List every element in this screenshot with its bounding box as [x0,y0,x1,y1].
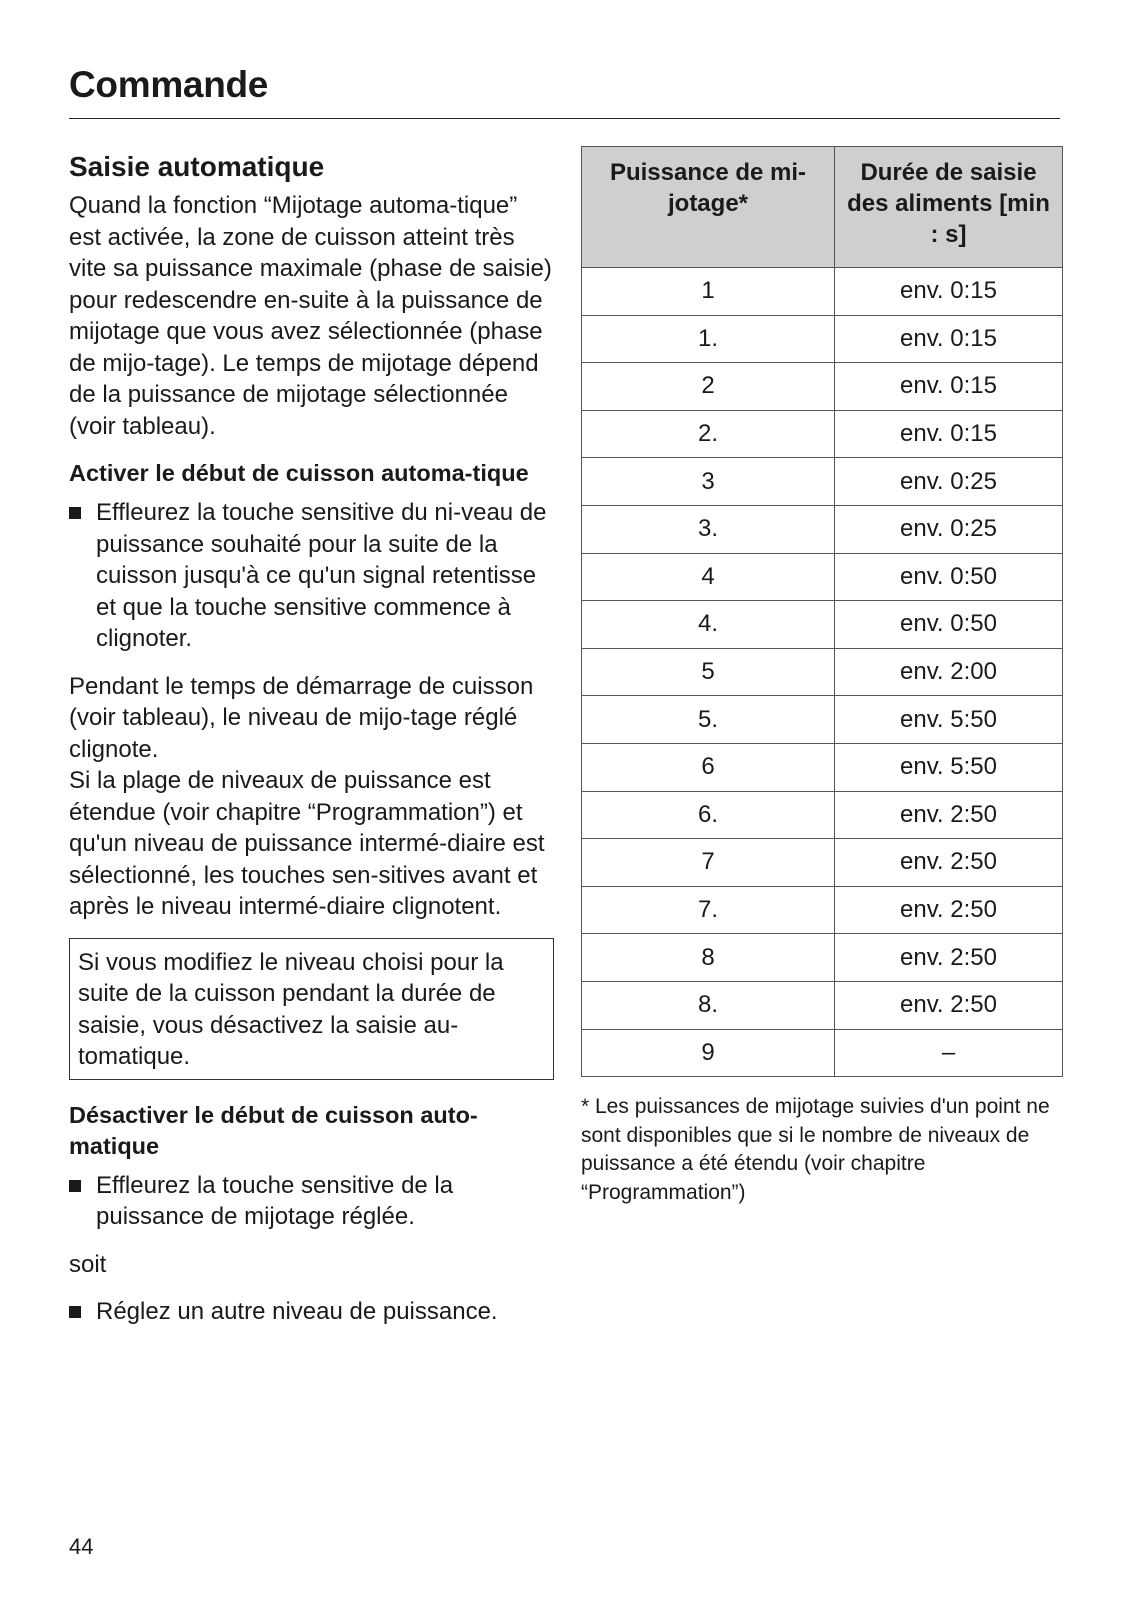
intro-paragraph: Quand la fonction “Mijotage automa-tique” est activée, la zone de cuisson atteint très vite sa puissance maximale (phase de saisie) pour redescendre en-suite à la puissance de mijotage que vous avez sélectionnée (phase de mijo-tage). Le temps de mijotage dépend de la puissance de mijotage sélectionnée (voir tableau). [69,192,552,440]
activate-step-text: Effleurez la touche sensitive du ni-veau de puissance souhaité pour la suite de la cuisson jusqu'à ce qu'un signal retentisse et que la touche sensitive commence à clignoter. [96,499,547,652]
chapter-title: Commande [69,64,269,105]
cell-duration: env. 2:50 [835,934,1063,982]
deactivate-step-2-text: Réglez un autre niveau de puissance. [96,1298,498,1325]
table-row [582,553,1063,601]
cell-duration: – [835,1029,1063,1077]
cell-duration: env. 2:50 [835,791,1063,839]
header-duration: Durée de saisie des aliments [min : s] [835,147,1063,268]
deactivate-step-1 [69,1170,554,1233]
cell-power: 5. [582,696,835,744]
blink-paragraph-1: Pendant le temps de démarrage de cuisson (voir tableau), le niveau de mijo-tage réglé clignote. [69,672,534,763]
bullet-square-icon [69,507,81,519]
table-row [582,648,1063,696]
cell-power: 5 [582,648,835,696]
cell-power: 8 [582,934,835,982]
table-row [582,981,1063,1029]
cell-power: 1. [582,315,835,363]
activate-step [69,497,554,655]
table-row [582,601,1063,649]
cell-power: 3. [582,505,835,553]
note-box [69,938,554,1080]
cell-power: 2 [582,363,835,411]
cell-power: 4. [582,601,835,649]
power-duration-table-wrapper [581,146,1063,1077]
cell-duration: env. 0:50 [835,601,1063,649]
table-row [582,505,1063,553]
cell-duration: env. 0:50 [835,553,1063,601]
cell-duration: env. 2:00 [835,648,1063,696]
cell-power: 9 [582,1029,835,1077]
cell-duration: env. 0:15 [835,268,1063,316]
note-text: Si vous modifiez le niveau choisi pour la suite de la cuisson pendant la durée de saisie, vous désactivez la saisie au-tomatique. [78,948,504,1070]
or-word: soit [69,1250,107,1278]
power-duration-table [581,146,1063,1077]
cell-power: 1 [582,268,835,316]
bullet-square-icon [69,1306,81,1318]
page-number: 44 [69,1534,94,1559]
cell-power: 6 [582,743,835,791]
main-text-column [69,148,554,1328]
cell-duration: env. 2:50 [835,886,1063,934]
table-header-row [582,147,1063,268]
cell-power: 7 [582,839,835,887]
deactivate-step-1-text: Effleurez la touche sensitive de la puissance de mijotage réglée. [96,1171,454,1230]
activate-heading: Activer le début de cuisson automa-tique [69,460,529,486]
table-row [582,696,1063,744]
section-title: Saisie automatique [69,151,325,182]
table-row [582,886,1063,934]
cell-duration: env. 0:25 [835,458,1063,506]
deactivate-step-2 [69,1296,554,1328]
table-row [582,839,1063,887]
cell-duration: env. 2:50 [835,839,1063,887]
table-body [582,268,1063,1077]
table-row [582,1029,1063,1077]
cell-power: 3 [582,458,835,506]
table-footnote: * Les puissances de mijotage suivies d'un point ne sont disponibles que si le nombre de niveaux de puissance a été étendu (voir chapitre “Programmation”) [581,1095,1050,1204]
bullet-square-icon [69,1180,81,1192]
cell-power: 4 [582,553,835,601]
cell-power: 8. [582,981,835,1029]
blink-paragraph-2: Si la plage de niveaux de puissance est étendue (voir chapitre “Programmation”) et qu'un niveau de puissance intermé-diaire est sélectionné, les touches sen-sitives avant et après le niveau intermé-diaire clignotent. [69,767,545,920]
cell-duration: env. 5:50 [835,696,1063,744]
header-power: Puissance de mi-jotage* [582,147,835,268]
table-row [582,268,1063,316]
cell-power: 2. [582,410,835,458]
header-divider [69,118,1060,119]
cell-duration: env. 0:15 [835,315,1063,363]
cell-duration: env. 0:15 [835,363,1063,411]
table-row [582,410,1063,458]
table-row [582,363,1063,411]
cell-duration: env. 0:25 [835,505,1063,553]
cell-power: 6. [582,791,835,839]
table-row [582,315,1063,363]
table-row [582,458,1063,506]
cell-duration: env. 0:15 [835,410,1063,458]
table-row [582,743,1063,791]
table-row [582,934,1063,982]
cell-duration: env. 2:50 [835,981,1063,1029]
deactivate-heading: Désactiver le début de cuisson auto-matique [69,1101,478,1159]
cell-duration: env. 5:50 [835,743,1063,791]
cell-power: 7. [582,886,835,934]
table-row [582,791,1063,839]
